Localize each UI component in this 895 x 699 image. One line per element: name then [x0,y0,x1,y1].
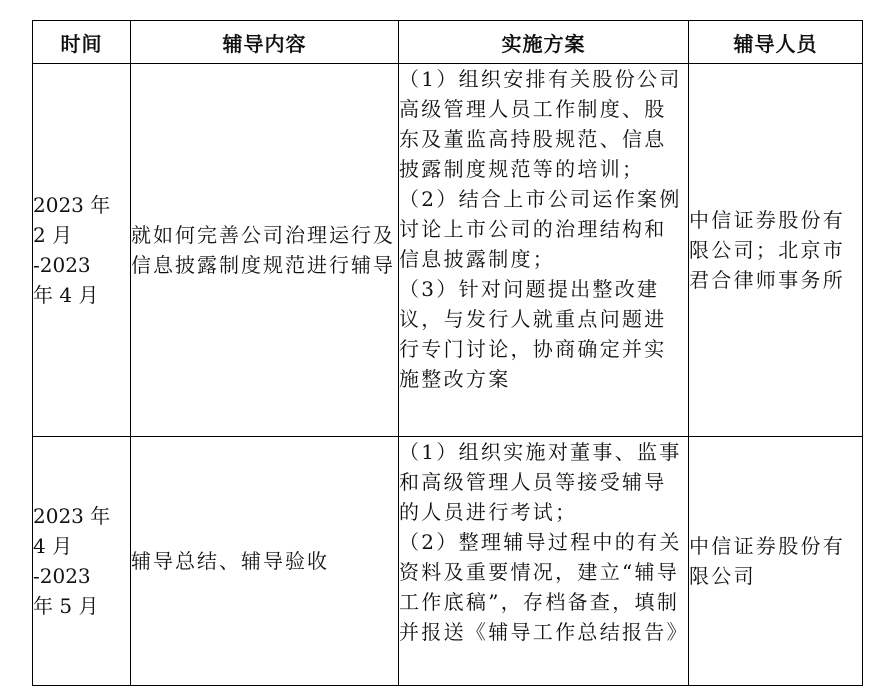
plan-item: （2）结合上市公司运作案例讨论上市公司的治理结构和信息披露制度； [399,187,682,271]
header-personnel: 辅导人员 [689,21,863,64]
content-cell: 就如何完善公司治理运行及信息披露制度规范进行辅导 [131,64,399,437]
plan-item: （2）整理辅导过程中的有关资料及重要情况，建立“辅导工作底稿”，存档备查，填制并报送《辅导工作总结报告》 [399,530,689,644]
time-line: 年 5 月 [33,594,99,618]
plan-cell [399,437,689,686]
content-cell: 辅导总结、辅导验收 [131,437,399,686]
header-time: 时间 [33,21,131,64]
personnel-cell: 中信证券股份有限公司；北京市君合律师事务所 [689,64,863,437]
time-line: 年 4 月 [33,283,99,307]
time-line: 4 月 [33,534,73,558]
personnel-cell: 中信证券股份有限公司 [689,437,863,686]
time-line: -2023 [33,564,91,588]
plan-cell [399,64,689,437]
plan-item: （1）组织实施对董事、监事和高级管理人员等接受辅导的人员进行考试； [399,440,682,524]
time-cell [33,64,131,437]
time-line: 2023 年 [33,193,111,217]
time-line: -2023 [33,253,91,277]
plan-item: （1）组织安排有关股份公司高级管理人员工作制度、股东及董监高持股规范、信息披露制度规范等的培训； [399,67,682,181]
header-content: 辅导内容 [131,21,399,64]
time-line: 2 月 [33,223,73,247]
counseling-schedule-table [32,20,863,686]
time-cell [33,437,131,686]
plan-item: （3）针对问题提出整改建议，与发行人就重点问题进行专门讨论，协商确定并实施整改方案 [399,277,667,391]
table-row [33,437,863,686]
table-row [33,64,863,437]
time-line: 2023 年 [33,504,111,528]
header-plan: 实施方案 [399,21,689,64]
table-header-row [33,21,863,64]
